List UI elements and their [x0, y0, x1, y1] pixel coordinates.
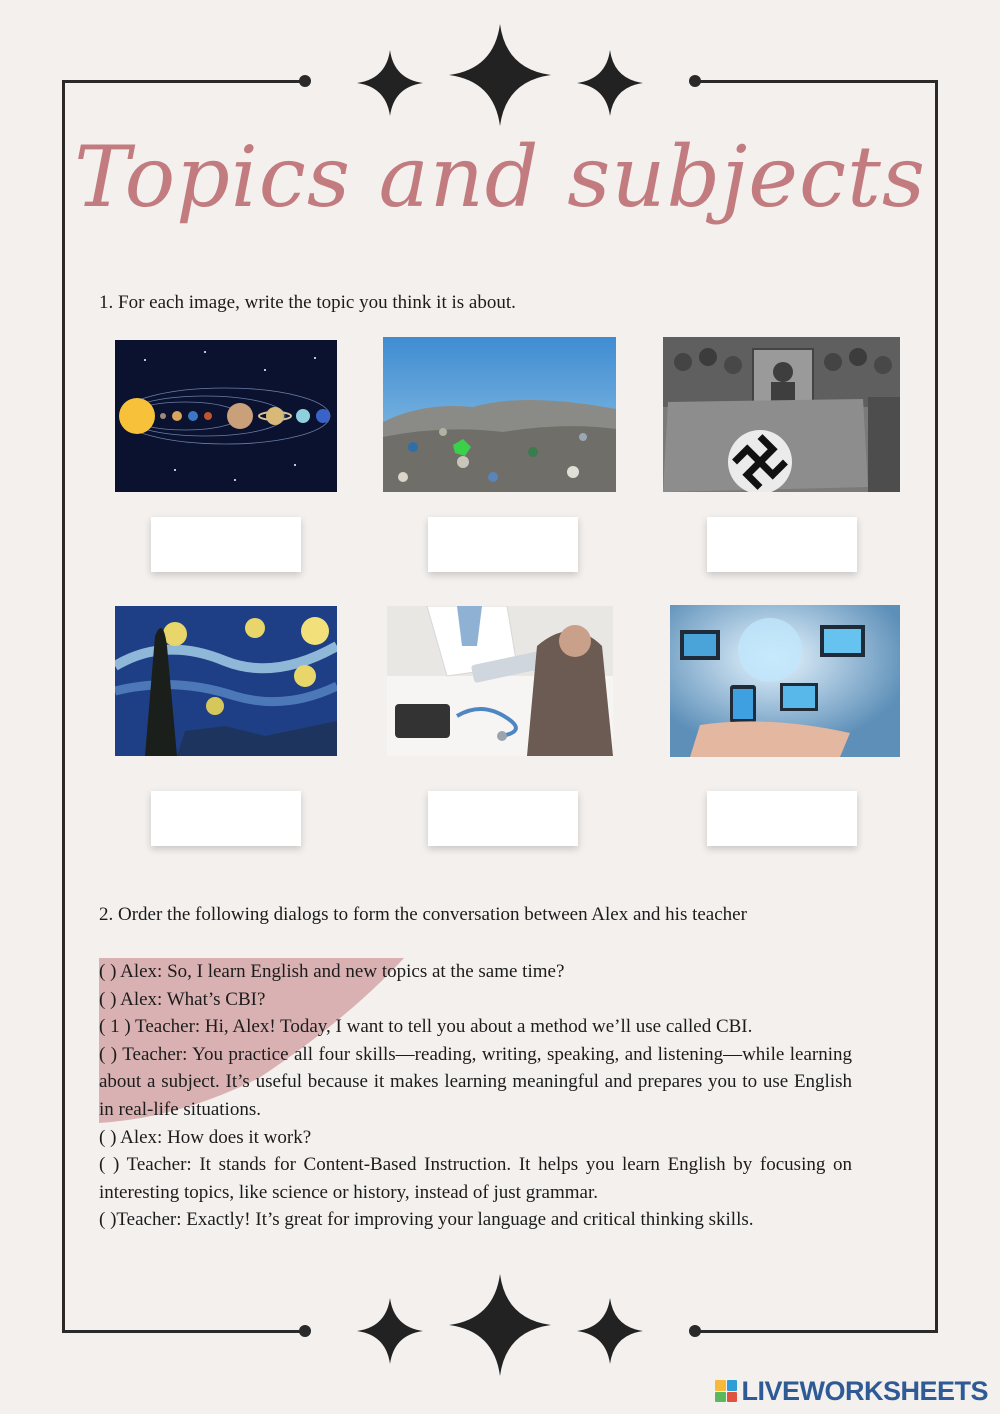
ww2-flag-photo: [663, 337, 900, 492]
answer-box-6[interactable]: [707, 791, 857, 846]
frame-bottom-left-line: [62, 1330, 305, 1333]
frame-left-line: [62, 80, 65, 1333]
technology-devices-image: [670, 605, 900, 757]
frame-dot: [299, 1325, 311, 1337]
dialog-line: ( ) Alex: So, I learn English and new topics at the same time?: [99, 961, 565, 982]
sparkle-icon: [575, 48, 645, 118]
answer-box-2[interactable]: [428, 517, 578, 572]
frame-bottom-right-line: [695, 1330, 938, 1333]
dialog-line: ( ) Teacher: You practice all four skills—reading, writing, speaking, and listening—while learning about a subject. It’s useful because it makes learning meaningful and prepares you to use English in real-life situations.: [99, 1043, 852, 1120]
question-2-text: 2. Order the following dialogs to form the conversation between Alex and his teacher: [99, 904, 747, 925]
frame-right-line: [935, 80, 938, 1333]
dialog-line: ( )Teacher: Exactly! It’s great for improving your language and critical thinking skills.: [99, 1209, 754, 1231]
answer-box-1[interactable]: [151, 517, 301, 572]
sparkle-icon: [355, 48, 425, 118]
answer-box-3[interactable]: [707, 517, 857, 572]
question-1-text: 1. For each image, write the topic you think it is about.: [99, 292, 516, 313]
sparkle-icon: [575, 1296, 645, 1366]
frame-dot: [299, 75, 311, 87]
frame-dot: [689, 1325, 701, 1337]
answer-box-4[interactable]: [151, 791, 301, 846]
sparkle-icon: [355, 1296, 425, 1366]
frame-top-left-line: [62, 80, 305, 83]
page-title: Topics and subjects: [74, 128, 926, 226]
frame-dot: [689, 75, 701, 87]
frame-top-right-line: [695, 80, 938, 83]
dialog-line: ( ) Alex: What’s CBI?: [99, 988, 266, 1010]
solar-system-image: [115, 340, 337, 492]
dialog-line: ( ) Teacher: It stands for Content-Based Instruction. It helps you learn English by focusing on interesting topics, like science or history, instead of just grammar.: [99, 1154, 852, 1203]
liveworksheets-logo: [715, 1375, 988, 1406]
doctor-consultation-photo: [387, 606, 613, 756]
liveworksheets-mark-icon: [715, 1380, 737, 1402]
dialog-line: ( ) Alex: How does it work?: [99, 1126, 312, 1148]
answer-box-5[interactable]: [428, 791, 578, 846]
liveworksheets-text: LIVEWORKSHEETS: [741, 1375, 988, 1406]
starry-night-painting: [115, 606, 337, 756]
dialog-list: [99, 958, 852, 1234]
dialog-line: ( 1 ) Teacher: Hi, Alex! Today, I want to tell you about a method we’ll use called CBI.: [99, 1016, 753, 1038]
sparkle-icon: [447, 1272, 553, 1378]
sparkle-icon: [447, 22, 553, 128]
garbage-dump-image: [383, 337, 616, 492]
